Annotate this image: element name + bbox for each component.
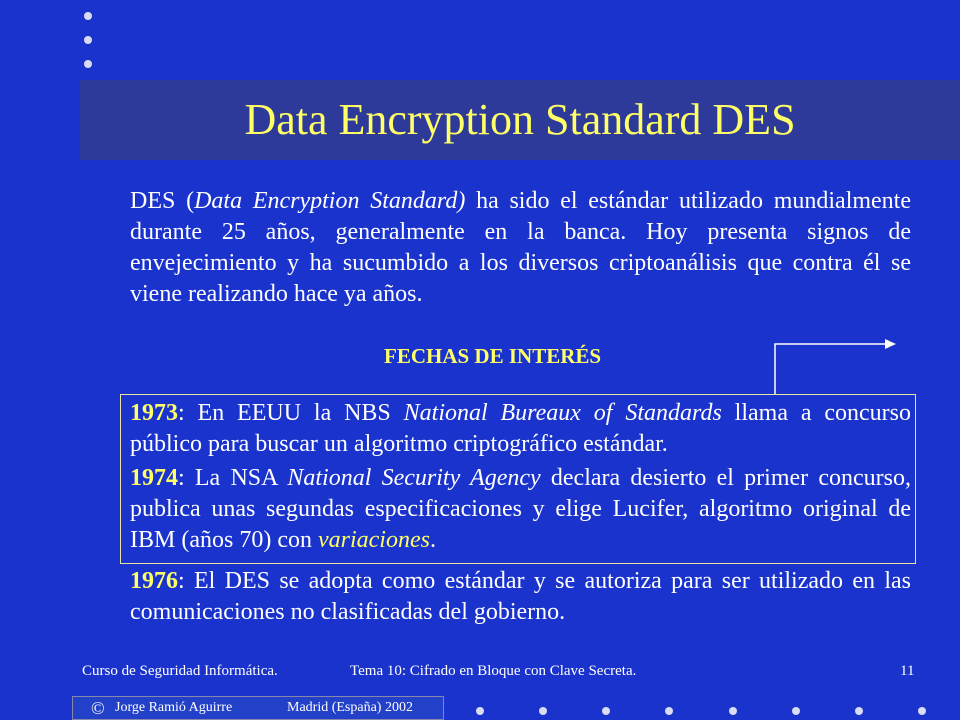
- footer-topic: Tema 10: Cifrado en Bloque con Clave Secreta.: [350, 663, 637, 679]
- decor-dot: [792, 707, 800, 715]
- title-band: [80, 80, 960, 160]
- entry-1976: [130, 566, 911, 628]
- slide-title: Data Encryption Standard DES: [244, 95, 796, 144]
- copyright-icon: ©: [91, 698, 105, 718]
- decor-dot: [665, 707, 673, 715]
- entry-italic: National Bureaux of Standards: [403, 400, 722, 426]
- footer-page-number: 11: [900, 663, 915, 679]
- entry-text: : La NSA: [178, 465, 288, 491]
- decor-dot: [918, 707, 926, 715]
- footer-author: Jorge Ramió Aguirre: [115, 700, 233, 715]
- intro-lead: DES (: [130, 188, 195, 214]
- entry-text: .: [429, 527, 436, 553]
- intro-rest: ha sido el estándar utilizado mundialmente durante 25 años, generalmente en la banca. Hoy presenta signos de envejecimiento y ha sucumbido a los diversos criptoanálisis que contra él se viene realizando hace ya años.: [130, 188, 911, 307]
- intro-paragraph: [130, 186, 911, 310]
- entry-year: 1974: [130, 465, 178, 491]
- decor-dot: [855, 707, 863, 715]
- entry-text: : En EEUU la NBS: [178, 400, 404, 426]
- footer-place: Madrid (España) 2002: [287, 700, 413, 715]
- decor-dot: [84, 12, 92, 20]
- footer-course: Curso de Seguridad Informática.: [82, 663, 278, 679]
- intro-italic: Data Encryption Standard): [194, 188, 466, 214]
- entry-italic: National Security Agency: [287, 465, 541, 491]
- bracket-arrow-icon: [772, 330, 902, 396]
- entry-text: : El DES se adopta como estándar y se autoriza para ser utilizado en las comunicaciones no clasificadas del gobierno.: [130, 568, 911, 625]
- decor-dot: [84, 36, 92, 44]
- entry-year: 1973: [130, 400, 178, 426]
- decor-dot: [84, 60, 92, 68]
- decor-dot: [729, 707, 737, 715]
- copyright-box: [72, 696, 444, 720]
- entry-italic-highlight: variaciones: [317, 527, 430, 553]
- entry-1973: [130, 398, 911, 460]
- decor-dot: [602, 707, 610, 715]
- section-heading: FECHAS DE INTERÉS: [384, 344, 602, 368]
- entry-text: declara desierto el primer concurso, publica unas segundas especificaciones y elige Lucifer, algoritmo original de IBM (años 70) con: [130, 465, 912, 553]
- entry-text: llama a concurso público para buscar un algoritmo criptográfico estándar.: [130, 400, 911, 457]
- entry-year: 1976: [130, 568, 178, 594]
- entry-1974: [130, 463, 911, 556]
- decor-dot: [476, 707, 484, 715]
- decor-dot: [539, 707, 547, 715]
